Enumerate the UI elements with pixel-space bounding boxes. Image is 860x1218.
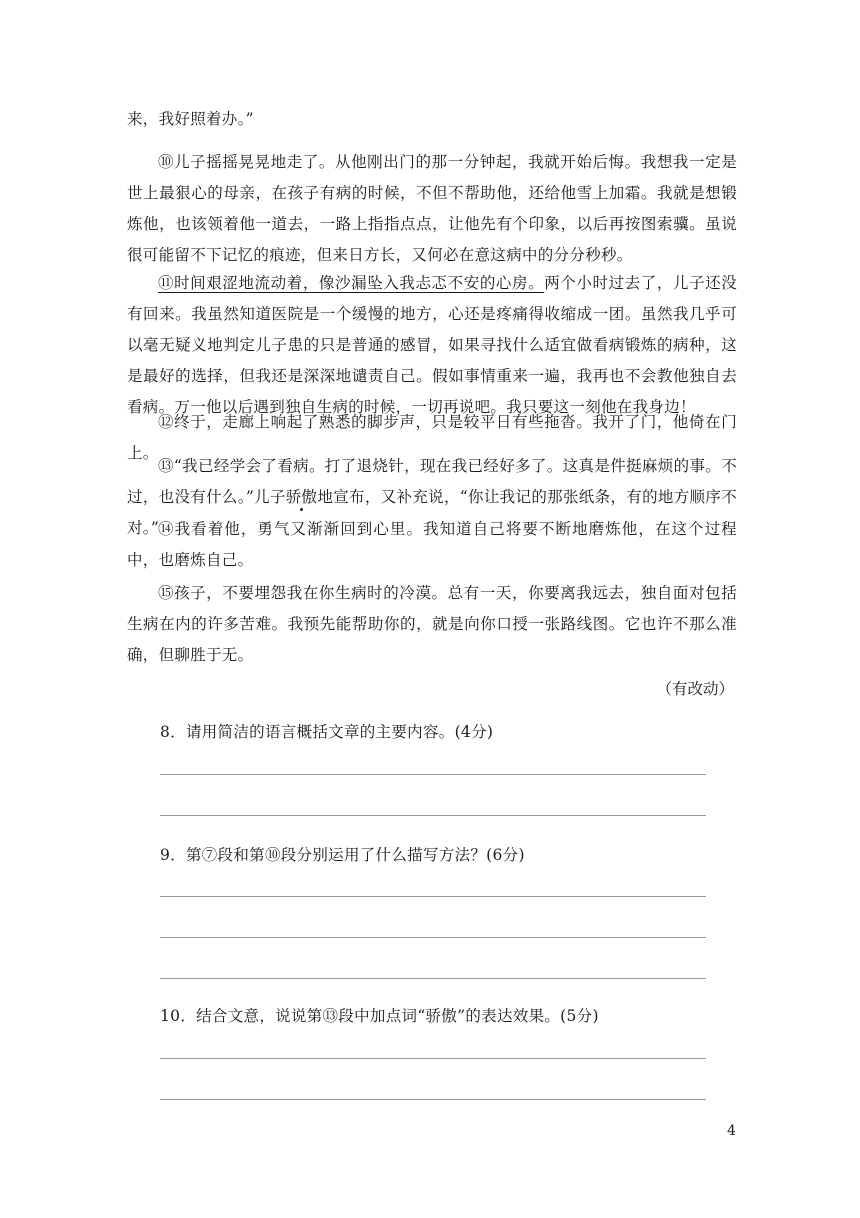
paragraph-15: ⑮孩子，不要埋怨我在你生病时的冷漠。总有一天，你要离我远去，独自面对包括生病在内的许多苦难。我预先能帮助你的，就是向你口授一张路线图。它也许不那么准确，但聊胜于无。 bbox=[127, 584, 737, 664]
dotted-word-jiaoao: 骄傲 bbox=[285, 488, 318, 506]
answer-line-q10-1[interactable] bbox=[160, 1058, 706, 1059]
answer-line-q8-1[interactable] bbox=[160, 774, 706, 775]
paragraph-13-before: ⑬“我已经学会了看病。打了退烧针，现在我已经好多了。这真是件挺麻烦的事。不过，也没有什么。”儿子 bbox=[127, 457, 737, 506]
paragraph-13-after: 地宣布，又补充说，“你让我记的那张纸条，有的地方顺序不对。” bbox=[127, 488, 737, 537]
answer-line-q9-1[interactable] bbox=[160, 896, 706, 897]
paragraph-14: ⑭我看着他，勇气又渐渐回到心里。我知道自己将要不断地磨炼他，在这个过程中，也磨炼自己。 bbox=[127, 520, 737, 569]
answer-line-q9-3[interactable] bbox=[160, 978, 706, 979]
paragraph-9-tail: 来，我好照着办。” bbox=[127, 110, 254, 128]
answer-line-q8-2[interactable] bbox=[160, 815, 706, 816]
paragraph-10: ⑩儿子摇摇晃晃地走了。从他刚出门的那一分钟起，我就开始后悔。我想我一定是世上最狠心的母亲，在孩子有病的时候，不但不帮助他，还给他雪上加霜。我就是想锻炼他，也该领着他一道去，一路上指指点点，让他先有个印象，以后再按图索骥。虽说很可能留不下记忆的痕迹，但来日方长，又何必在意这病中的分分秒秒。 bbox=[127, 153, 737, 264]
source-note: （有改动） bbox=[656, 680, 734, 698]
paragraph-11-rest: 两个小时过去了，儿子还没有回来。我虽然知道医院是一个缓慢的地方，心还是疼痛得收缩成一团。虽然我几乎可以毫无疑义地判定儿子患的只是普通的感冒，如果寻找什么适宜做看病锻炼的病种，这是最好的选择，但我还是深深地谴责自己。假如事情重来一遍，我再也不会教他独自去看病。万一他以后遇到独自生病的时候，一切再说吧。我只要这一刻他在我身边！ bbox=[127, 274, 737, 416]
question-9: 9．第⑦段和第⑩段分别运用了什么描写方法？(6分) bbox=[160, 846, 525, 864]
answer-line-q10-2[interactable] bbox=[160, 1099, 706, 1100]
page-number: 4 bbox=[727, 1123, 736, 1139]
paragraph-11 bbox=[127, 268, 737, 423]
answer-line-q9-2[interactable] bbox=[160, 937, 706, 938]
underlined-sentence: ⑪时间艰涩地流动着，像沙漏坠入我忐忑不安的心房。 bbox=[158, 274, 545, 292]
paragraph-12: ⑫终于，走廊上响起了熟悉的脚步声，只是较平日有些拖沓。我开了门，他倚在门上。 bbox=[127, 413, 737, 462]
question-10: 10．结合文意，说说第⑬段中加点词“骄傲”的表达效果。(5分) bbox=[160, 1007, 599, 1025]
question-8: 8．请用简洁的语言概括文章的主要内容。(4分) bbox=[160, 723, 494, 741]
